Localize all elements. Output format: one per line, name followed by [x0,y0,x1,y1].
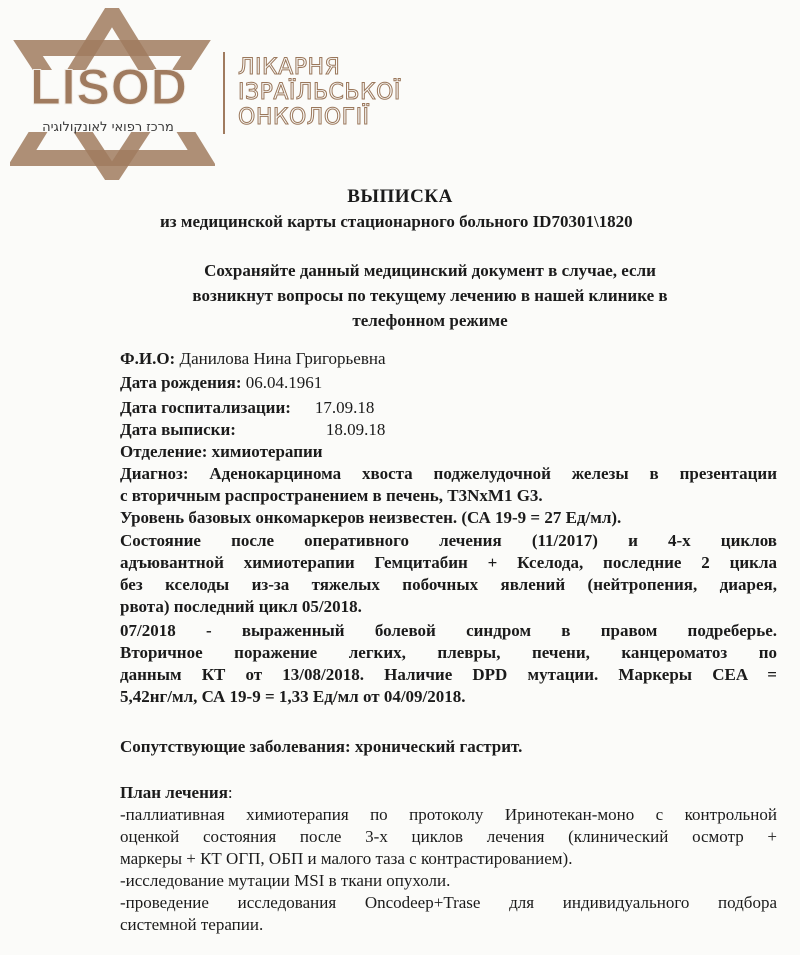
clinic-name [238,55,401,130]
patient-name-value: Данилова Нина Григорьевна [175,349,386,368]
notice-line: телефонном режиме [352,311,508,330]
diagnosis-line: с вторичным распространением в печень, T3NxM1 G3. [120,486,543,505]
document-subtitle: из медицинской карты стационарного больного ID70301\1820 [160,212,633,231]
notice-text [120,258,740,333]
plan-colon: : [227,783,233,802]
discharge-date-field [120,419,385,441]
notice-line: возникнут вопросы по текущему лечению в нашей клинике в [192,286,668,305]
plan-label: План лечения [120,783,228,802]
treatment-history-line: без кселоды из-за тяжелых побочных явлений (нейтропения, диарея, [120,575,777,594]
plan-block [120,804,777,936]
patient-name-label: Ф.И.О: [120,349,176,368]
logo-brand-text: LISOD [30,59,188,115]
plan-line: системной терапии. [120,915,264,934]
birth-date-field [120,372,322,394]
plan-heading [120,782,233,804]
logo-hebrew-text: מרכז רפואי לאונקולוגיה [42,120,174,135]
plan-line: -исследование мутации MSI в ткани опухоли. [120,871,451,890]
birth-date-label: Дата рождения: [120,373,242,392]
birth-date-value: 06.04.1961 [241,373,323,392]
plan-line: -паллиативная химиотерапия по протоколу Иринотекан-моно с контрольной [120,805,777,824]
plan-line: оценкой состояния после 3-х циклов лечения (клинический осмотр + [120,827,777,846]
admission-date-label: Дата госпитализации: [120,398,291,417]
discharge-date-value: 18.09.18 [325,420,386,439]
clinic-name-line: ОНКОЛОГІЇ [238,105,370,130]
diagnosis-line: Диагноз: Аденокарцинома хвоста поджелудочной железы в презентации [120,464,777,483]
discharge-date-label: Дата выписки: [120,420,236,439]
department-field: Отделение: химиотерапии [120,442,323,461]
patient-name-field [120,348,386,370]
plan-line: -проведение исследования Oncodeep+Trase для индивидуального подбора [120,893,777,912]
admission-date-field [120,397,374,419]
treatment-history-line: Состояние после оперативного лечения (11/2017) и 4-х циклов [120,531,777,550]
plan-line: маркеры + КТ ОГП, ОБП и малого таза с контрастированием). [120,849,573,868]
clinic-name-line: ЛІКАРНЯ [238,55,341,80]
diagnosis-line: Уровень базовых онкомаркеров неизвестен. (СА 19-9 = 27 Ед/мл). [120,508,622,527]
progression-line: Вторичное поражение легких, плевры, печени, канцероматоз по [120,643,777,662]
treatment-history-line: рвота) последний цикл 05/2018. [120,597,362,616]
progression-block [120,620,777,708]
document-title: ВЫПИСКА [347,186,453,207]
admission-date-value: 17.09.18 [314,398,375,417]
progression-line: 07/2018 - выраженный болевой синдром в правом подреберье. [120,621,777,640]
progression-line: данным КТ от 13/08/2018. Наличие DPD мутации. Маркеры CEA = [120,665,777,684]
treatment-history-line: адъювантной химиотерапии Гемцитабин + Кселода, последние 2 цикла [120,553,777,572]
comorbidities-text: Сопутствующие заболевания: хронический гастрит. [120,737,523,756]
treatment-history-block [120,530,777,618]
progression-line: 5,42нг/мл, СА 19-9 = 1,33 Ед/мл от 04/09/2018. [120,687,466,706]
clinic-name-line: ІЗРАЇЛЬСЬКОЇ [238,80,401,105]
diagnosis-block [120,463,777,529]
notice-line: Сохраняйте данный медицинский документ в случае, если [204,261,656,280]
logo-divider [223,52,225,134]
